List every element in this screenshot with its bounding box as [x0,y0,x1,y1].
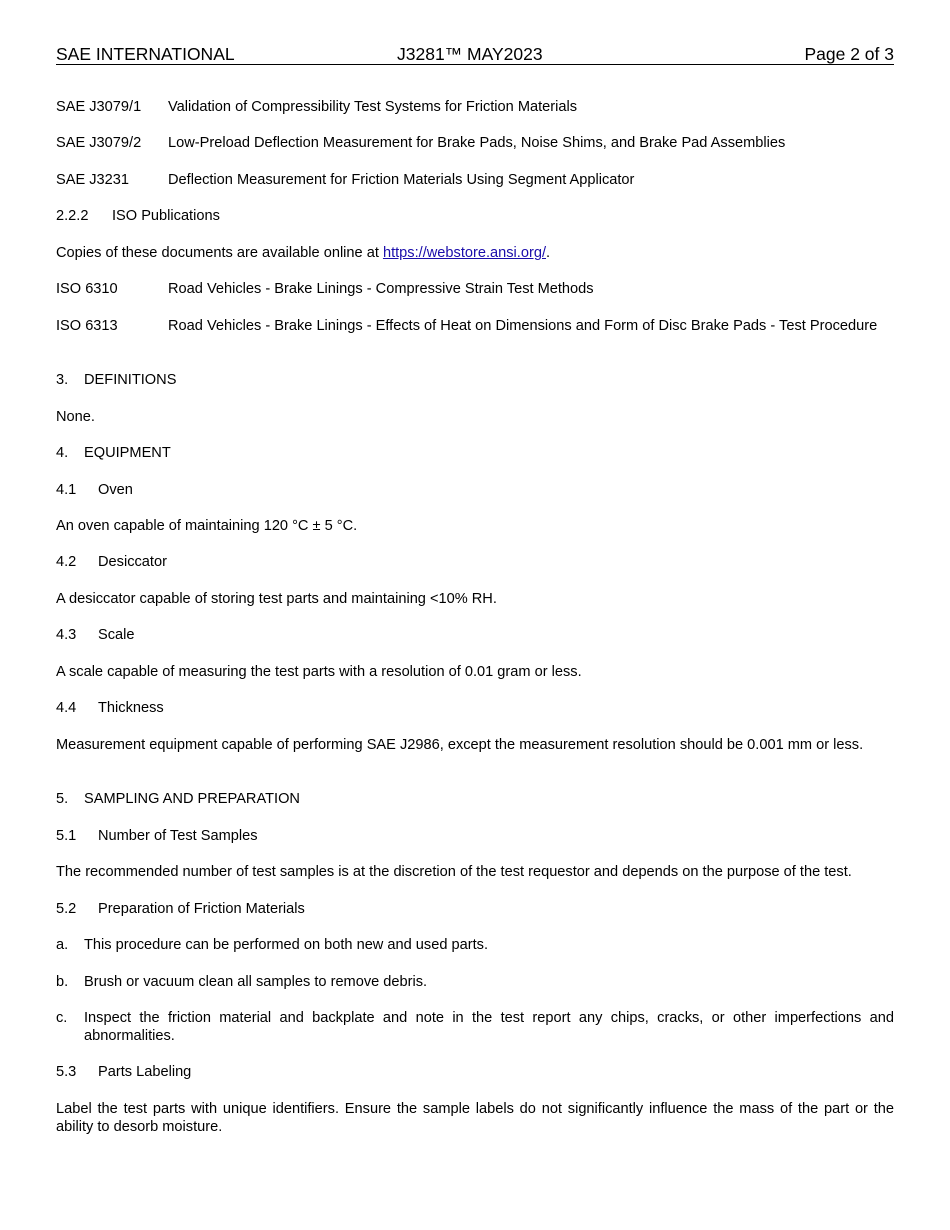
availability-paragraph [56,244,894,262]
section-title: ISO Publications [112,208,220,224]
subsection-title: Thickness [98,700,164,716]
subsection-body: The recommended number of test samples is at the discretion of the test requestor and depends on the purpose of the test. [56,864,852,880]
subsection-number: 5.3 [56,1064,77,1080]
list-item-text: This procedure can be performed on both new and used parts. [84,937,489,953]
reference-code: ISO 6313 [56,318,118,334]
ansi-webstore-link[interactable]: https://webstore.ansi.org/ [382,245,546,261]
subsection-body: A scale capable of measuring the test parts with a resolution of 0.01 gram or less. [56,664,582,680]
subsection-body: Measurement equipment capable of performing SAE J2986, except the measurement resolution should be 0.001 mm or less. [56,737,864,753]
subsection-number: 5.2 [56,901,77,917]
subsection-title: Scale [98,627,135,643]
subsection-number: 4.2 [56,554,77,570]
list-item-letter: c. [56,1010,68,1026]
reference-title: Deflection Measurement for Friction Materials Using Segment Applicator [168,172,635,188]
subsection-title: Preparation of Friction Materials [98,901,305,917]
reference-title: Low-Preload Deflection Measurement for Brake Pads, Noise Shims, and Brake Pad Assemblies [168,135,786,151]
header-page-number: Page 2 of 3 [804,44,894,64]
section-title: DEFINITIONS [84,372,177,388]
list-item [56,1009,894,1045]
subsection-number: 5.1 [56,828,77,844]
reference-code: ISO 6310 [56,281,118,297]
list-item-text: Brush or vacuum clean all samples to remove debris. [84,974,428,990]
header-org: SAE INTERNATIONAL [56,44,235,64]
availability-period: . [546,245,551,261]
definitions-body: None. [56,409,95,425]
reference-code: SAE J3231 [56,172,130,188]
page-header [56,44,894,65]
header-doc-id: J3281™ MAY2023 [397,44,543,64]
subsection-title: Desiccator [98,554,167,570]
section-title: SAMPLING AND PREPARATION [84,791,300,807]
reference-code: SAE J3079/1 [56,99,142,115]
subsection-number: 4.1 [56,482,77,498]
subsection-body: A desiccator capable of storing test parts and maintaining <10% RH. [56,591,497,607]
subsection-title: Parts Labeling [98,1064,192,1080]
section-number: 3. [56,372,69,388]
availability-text: Copies of these documents are available online at [56,245,383,261]
section-title: EQUIPMENT [84,445,171,461]
list-item-letter: b. [56,974,69,990]
subsection-body: An oven capable of maintaining 120 °C ± 5 °C. [56,518,358,534]
list-item-text: Inspect the friction material and backplate and note in the test report any chips, cracks, or other imperfections and abnormalities. [84,1010,894,1044]
subsection-body: Label the test parts with unique identifiers. Ensure the sample labels do not significantly influence the mass of the part or the ability to desorb moisture. [56,1101,894,1135]
subsection-number: 4.3 [56,627,77,643]
section-number: 2.2.2 [56,208,89,224]
reference-code: SAE J3079/2 [56,135,142,151]
list-item-letter: a. [56,937,69,953]
reference-title: Road Vehicles - Brake Linings - Compressive Strain Test Methods [168,281,594,297]
reference-row [56,317,894,353]
reference-title: Road Vehicles - Brake Linings - Effects of Heat on Dimensions and Form of Disc Brake Pads - Test Procedure [168,318,878,334]
section-number: 5. [56,791,69,807]
subsection-title: Oven [98,482,133,498]
section-number: 4. [56,445,69,461]
subsection-title: Number of Test Samples [98,828,258,844]
reference-title: Validation of Compressibility Test Systems for Friction Materials [168,99,578,115]
subsection-number: 4.4 [56,700,77,716]
